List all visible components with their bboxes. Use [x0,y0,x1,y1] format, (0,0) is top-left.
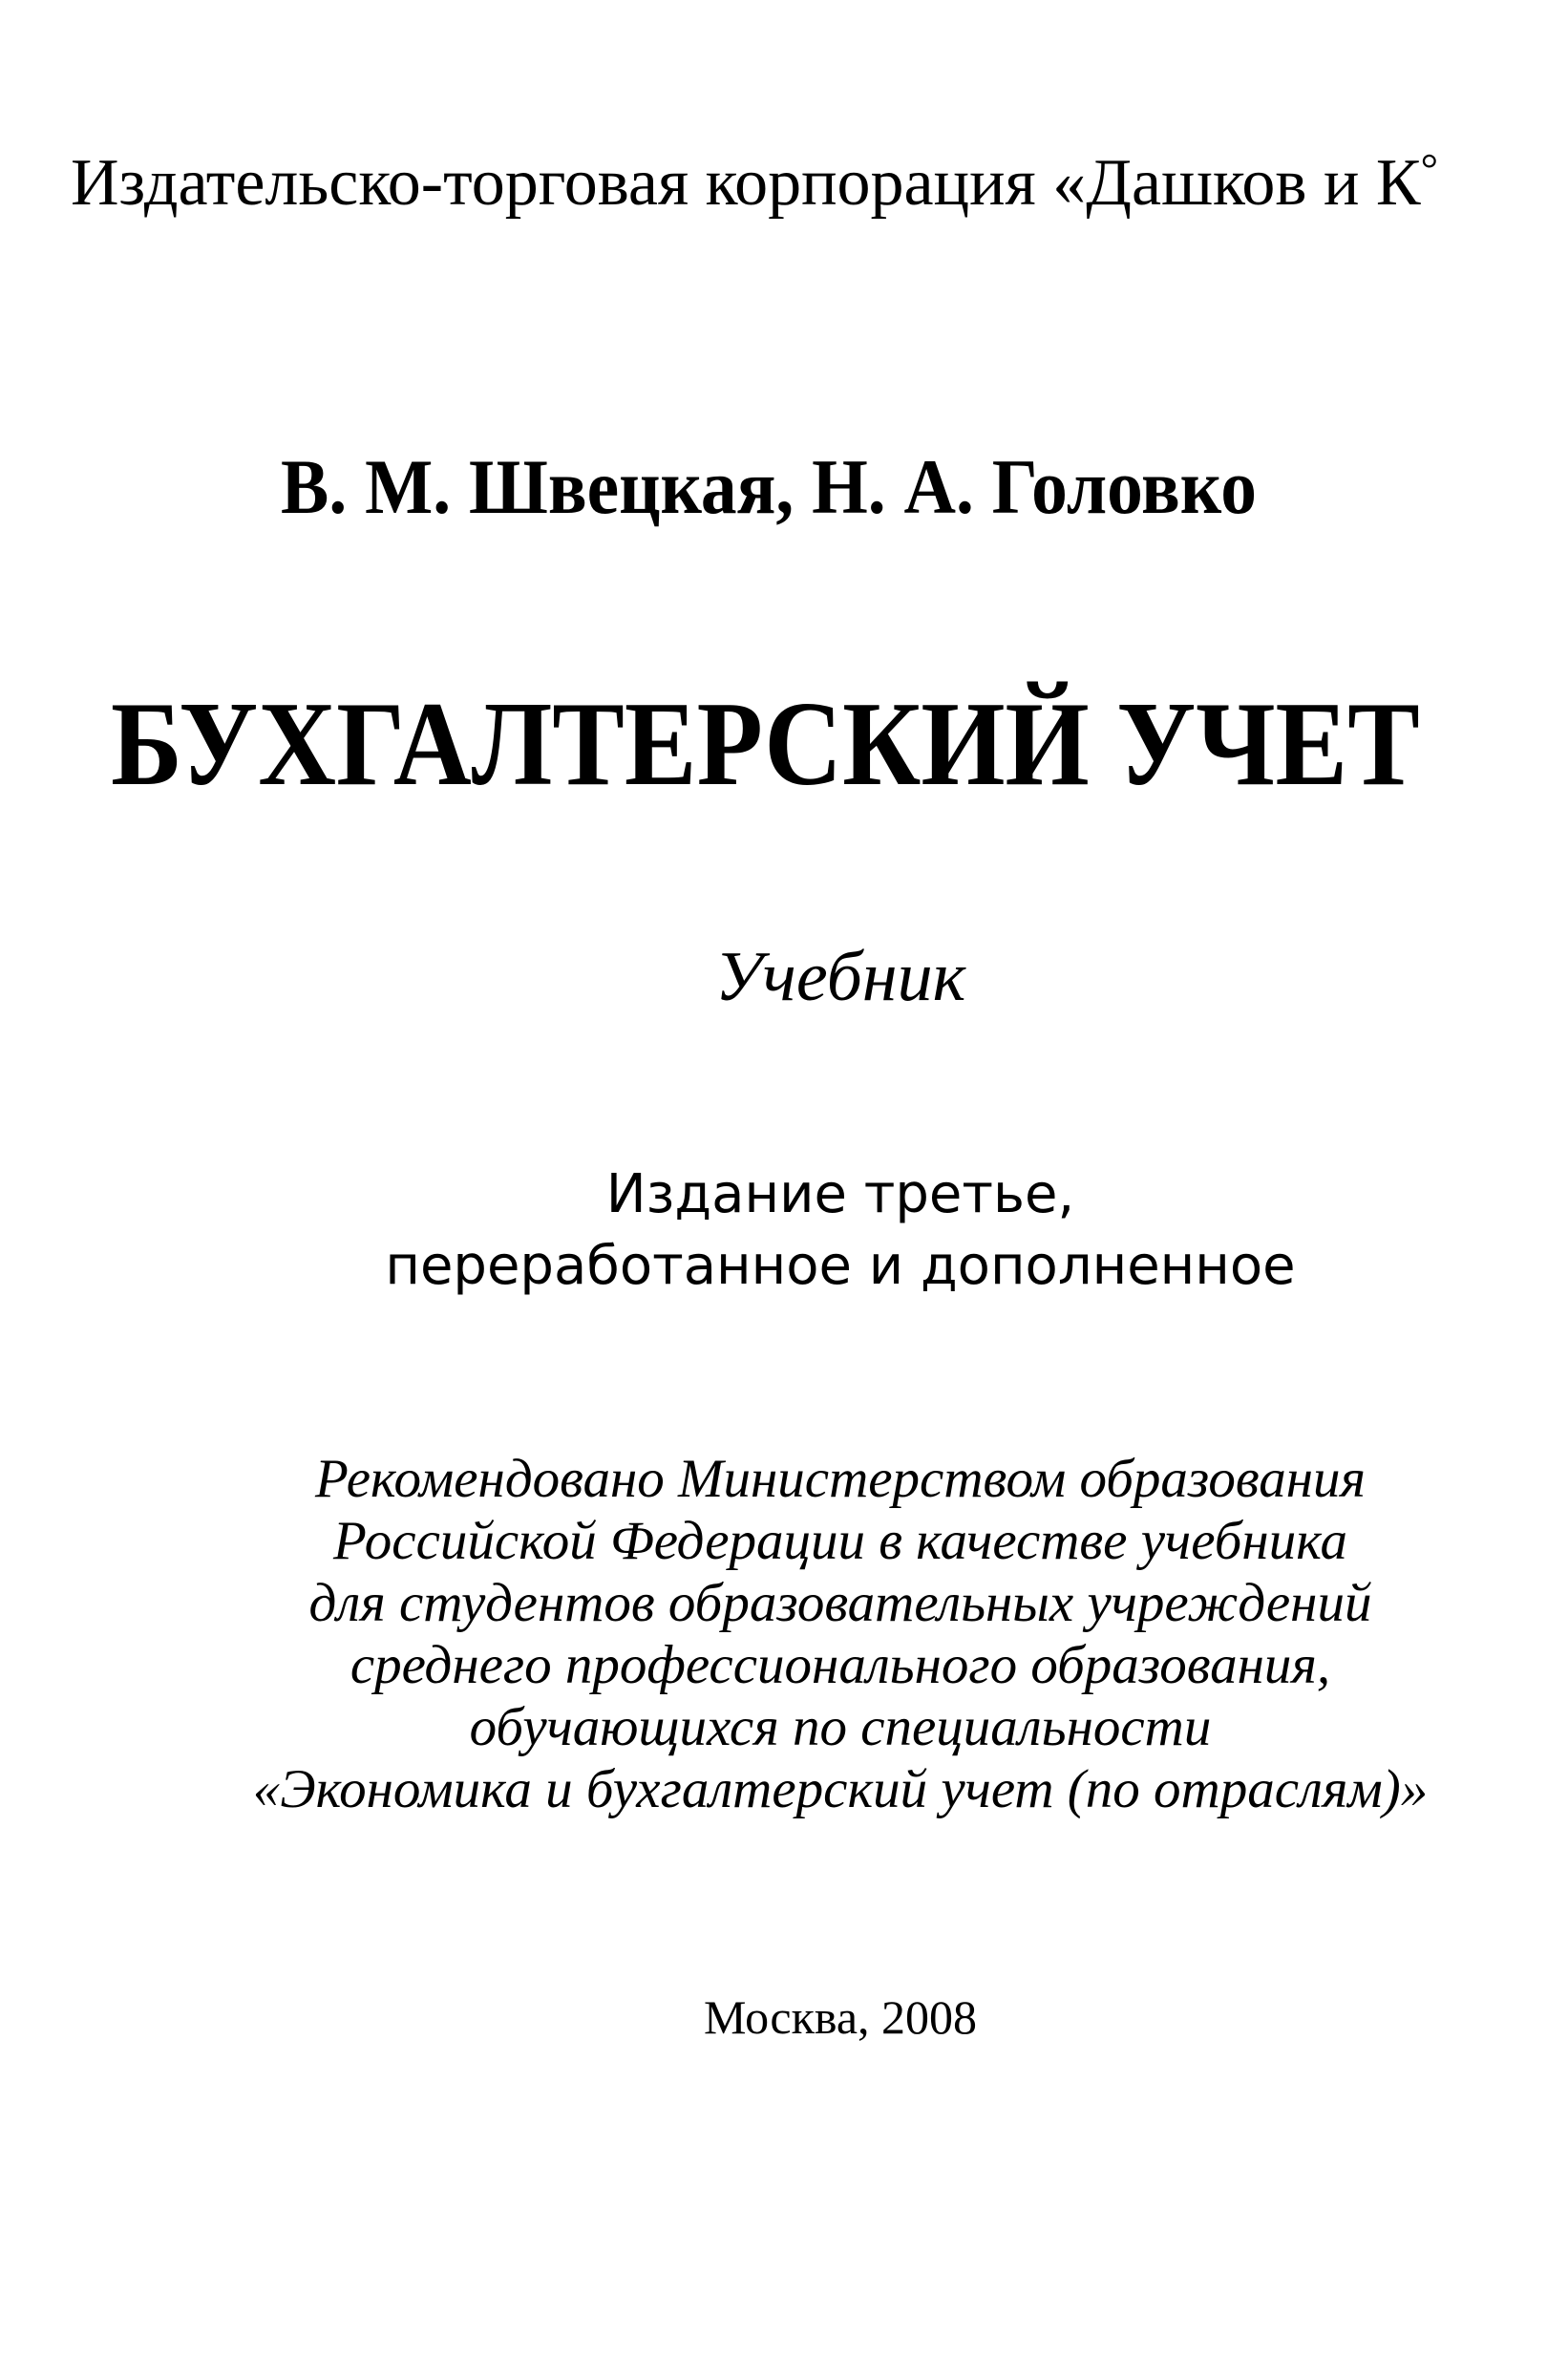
recommendation-line-5: обучающихся по специальности [469,1697,1212,1757]
recommendation-line-2: Российской Федерации в качестве учебника [333,1511,1347,1571]
recommendation-line-1: Рекомендовано Министерством образования [314,1449,1366,1509]
publisher-name: Издательско-торговая корпорация «Дашков и К [70,146,1421,220]
edition-line-1: Издание третье, [605,1163,1075,1225]
recommendation-line-4: среднего профессионального образования, [350,1635,1331,1695]
book-subtitle: Учебник [714,938,966,1016]
recommendation-line-6: «Экономика и бухгалтерский учет (по отраслям)» [252,1759,1429,1819]
publisher-line [38,143,1471,223]
recommendation-line-3: для студентов образовательных учреждений [308,1573,1372,1633]
book-title: БУХГАЛТЕРСКИЙ УЧЕТ [111,678,1420,811]
publisher-degree-mark: ° [1420,144,1439,193]
book-authors: В. М. Швецкая, Н. А. Головко [281,443,1257,530]
edition-line-2: переработанное и дополненное [385,1235,1296,1297]
imprint-city-year: Москва, 2008 [703,1990,978,2044]
